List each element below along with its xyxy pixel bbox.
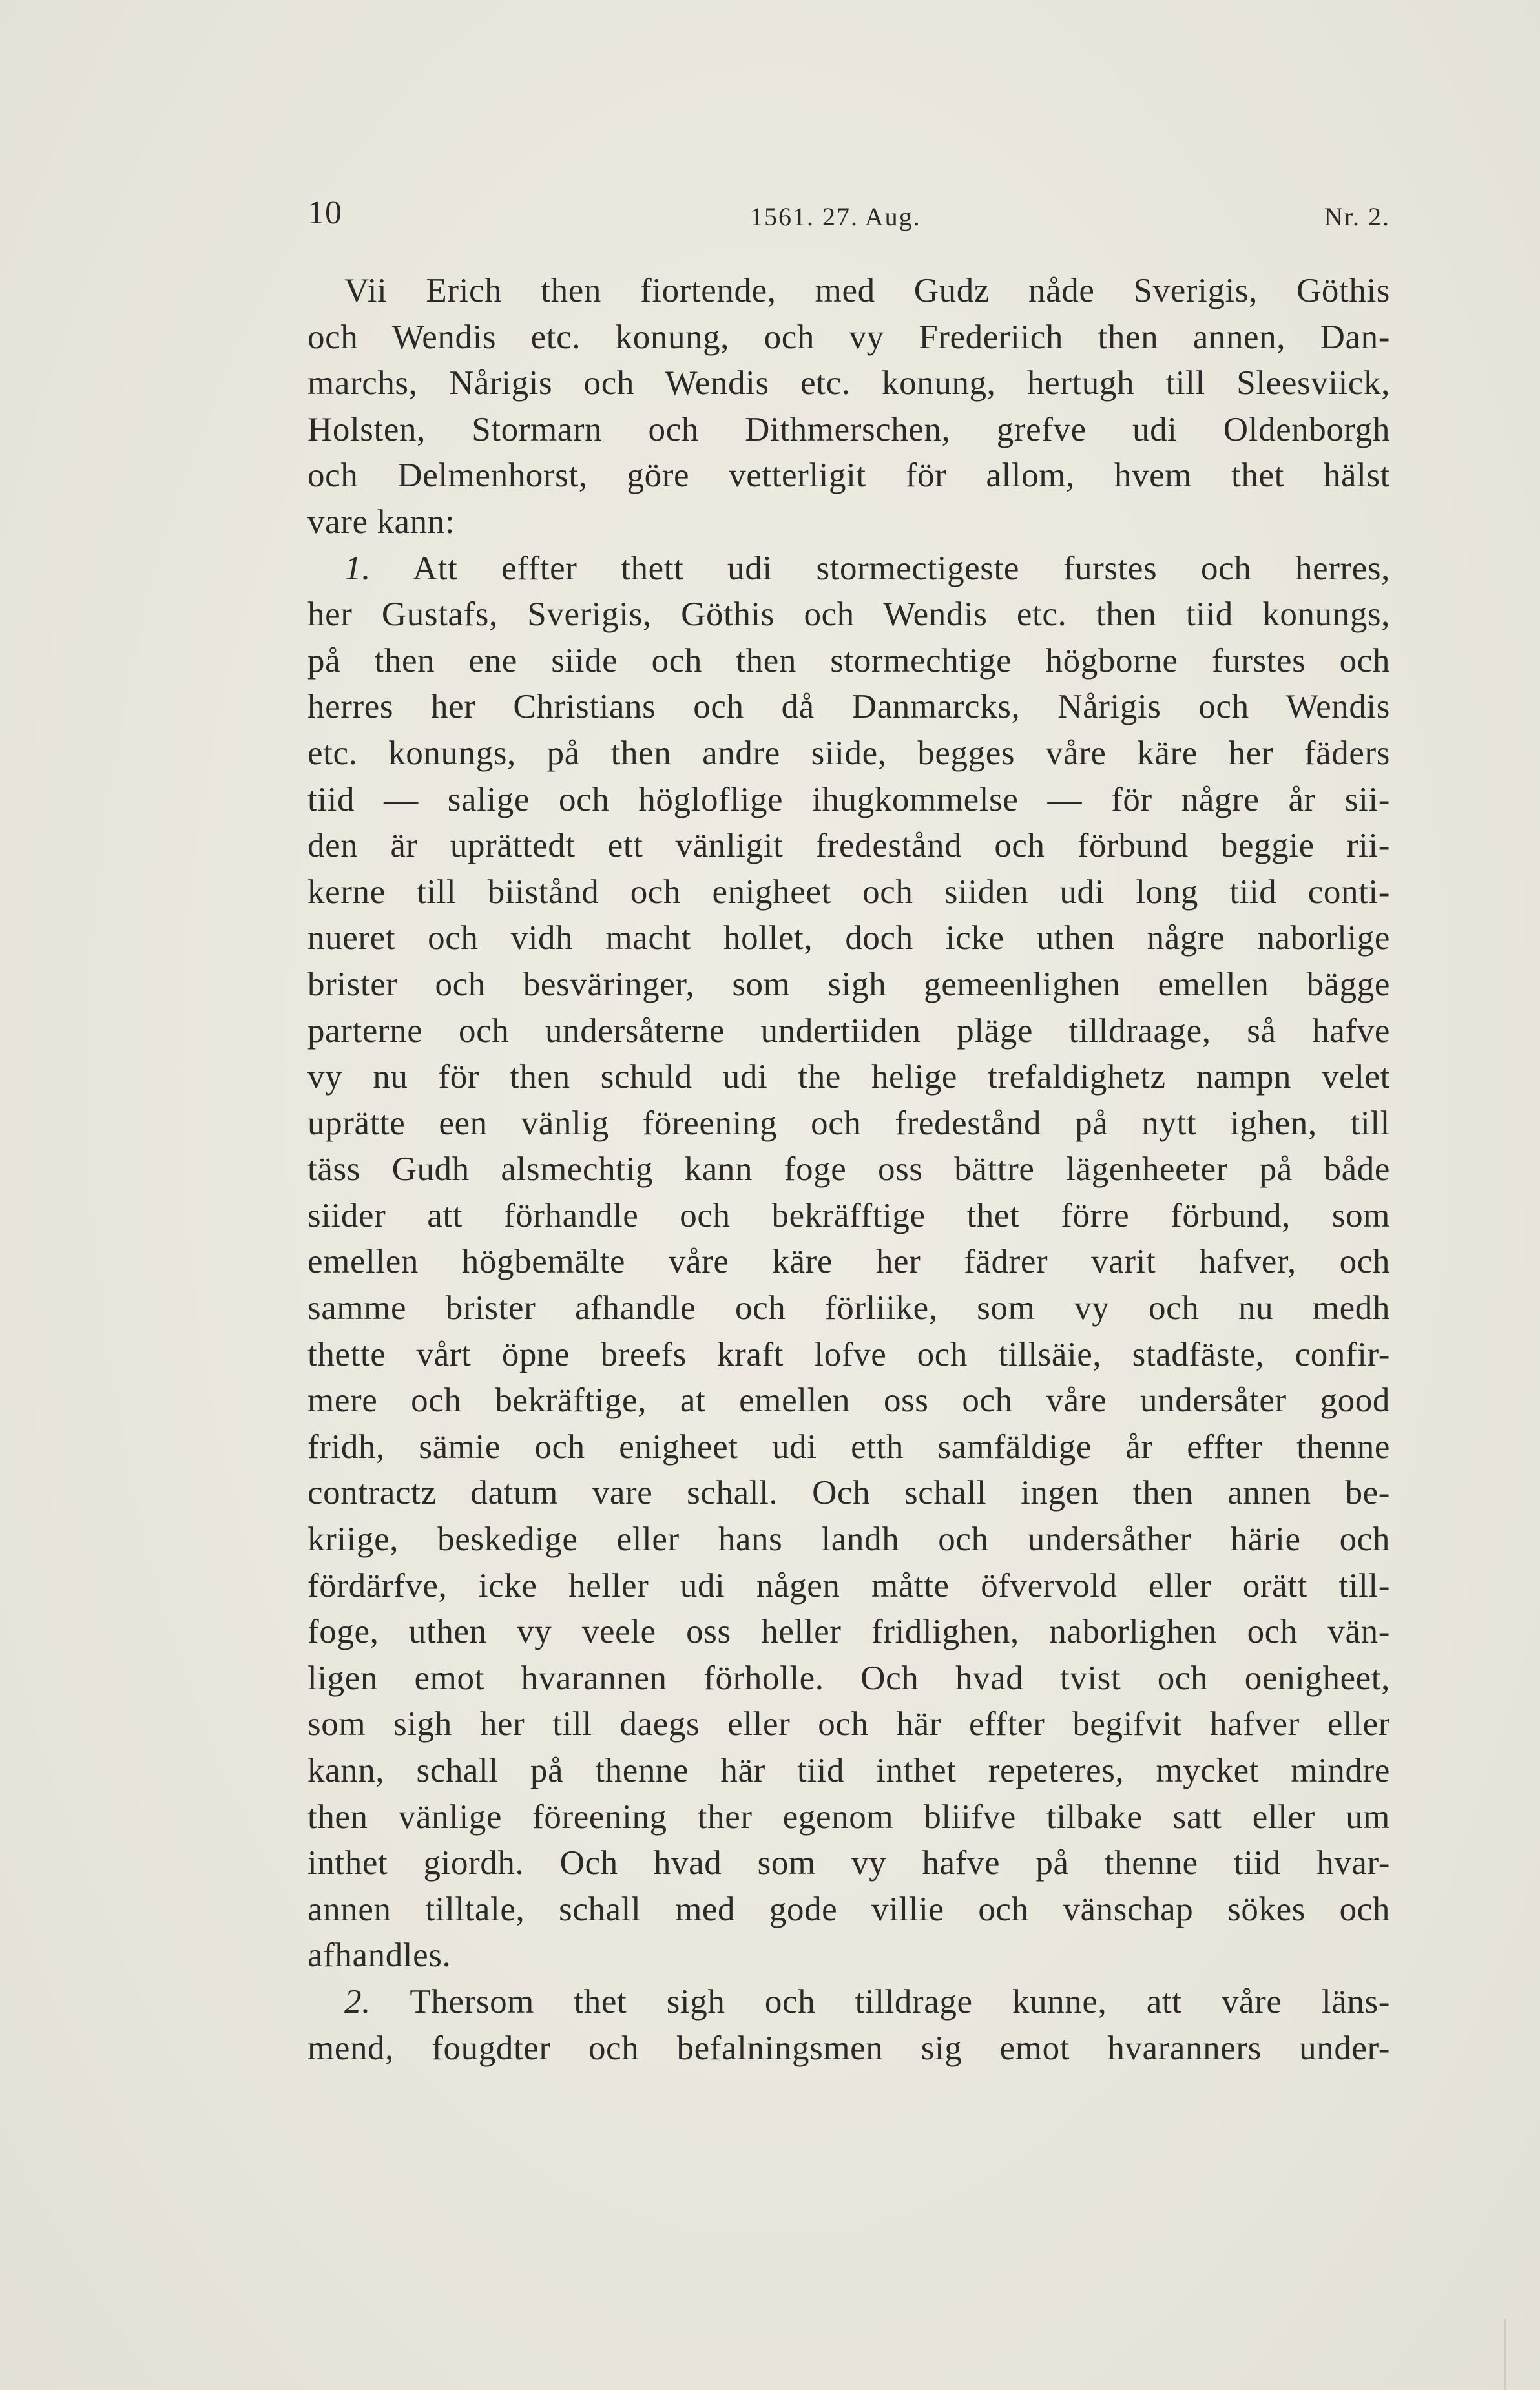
text-line: Holsten, Stormarn och Dithmerschen, grefve udi Oldenborgh xyxy=(307,410,1390,448)
section-line xyxy=(307,1979,1390,2026)
text-line: contractz datum vare schall. Och schall ingen then annen be- xyxy=(307,1474,1390,1512)
text-line: then vänlige föreening ther egenom bliifve tilbake satt eller um xyxy=(307,1798,1390,1836)
text-line: marchs, Nårigis och Wendis etc. konung, hertugh till Sleesviick, xyxy=(307,364,1390,402)
text-line: på then ene siide och then stormechtige högborne furstes och xyxy=(307,641,1390,680)
text-line: thette vårt öpne breefs kraft lofve och tillsäie, stadfäste, confir- xyxy=(307,1335,1390,1373)
text-line: kerne till biistånd och enigheet och siiden udi long tiid conti- xyxy=(307,873,1390,911)
text-line: och Delmenhorst, göre vetterligit för allom, hvem thet hälst xyxy=(307,457,1390,495)
document-number: Nr. 2. xyxy=(1324,202,1390,231)
text-line: Vii Erich then fiortende, med Gudz nåde Sverigis, Göthis xyxy=(344,272,1390,309)
text-line: mere och bekräftige, at emellen oss och våre undersåter good xyxy=(307,1382,1390,1420)
document-date: 1561. 27. Aug. xyxy=(750,202,921,231)
text-line: afhandles. xyxy=(307,1937,452,1975)
text-line: tiid — salige och högloflige ihugkommelse — för någre år sii- xyxy=(307,780,1390,818)
text-line: fridh, sämie och enigheet udi etth samfäldige år effter thenne xyxy=(307,1428,1390,1466)
section-number: 2. xyxy=(344,1982,371,2021)
text-line: vy nu för then schuld udi the helige trefaldighetz nampn velet xyxy=(307,1058,1390,1096)
text-line: fördärfve, icke heller udi någen måtte öfvervold eller orätt till- xyxy=(307,1566,1390,1605)
text-line: inthet giordh. Och hvad som vy hafve på thenne tiid hvar- xyxy=(307,1844,1390,1882)
body-text xyxy=(307,268,1390,2072)
text-line: etc. konungs, på then andre siide, begges våre käre her fäders xyxy=(307,734,1390,772)
text-line: kriige, beskedige eller hans landh och undersåther härie och xyxy=(307,1521,1390,1559)
text-line: emellen högbemälte våre käre her fädrer varit hafver, och xyxy=(307,1243,1390,1281)
text-line: mend, fougdter och befalningsmen sig emot hvaranners under- xyxy=(307,2029,1390,2067)
text-line: Att effter thett udi stormectigeste furstes och herres, xyxy=(412,549,1390,587)
text-line: och Wendis etc. konung, och vy Frederiich then annen, Dan- xyxy=(307,318,1390,356)
text-line: brister och besväringer, som sigh gemeenlighen emellen bägge xyxy=(307,965,1390,1003)
text-line: kann, schall på thenne här tiid inthet repeteres, mycket mindre xyxy=(307,1752,1390,1789)
text-line: Thersom thet sigh och tilldrage kunne, att våre läns- xyxy=(410,1982,1390,2021)
text-line: foge, uthen vy veele oss heller fridlighen, naborlighen och vän- xyxy=(307,1613,1390,1651)
text-line: som sigh her till daegs eller och här effter begifvit hafver eller xyxy=(307,1705,1390,1743)
text-line: vare kann: xyxy=(307,503,455,541)
text-line: parterne och undersåterne undertiiden pläge tilldraage, så hafve xyxy=(307,1012,1390,1050)
text-line: täss Gudh alsmechtig kann foge oss bättre lägenheeter på både xyxy=(307,1150,1390,1189)
text-line: ligen emot hvarannen förholle. Och hvad tvist och oenigheet, xyxy=(307,1659,1390,1697)
text-line: den är uprättedt ett vänligit fredestånd och förbund beggie rii- xyxy=(307,827,1390,865)
text-line: siider att förhandle och bekräfftige thet förre förbund, som xyxy=(307,1196,1390,1234)
section-line xyxy=(307,546,1390,592)
text-line: samme brister afhandle och förliike, som vy och nu medh xyxy=(307,1289,1390,1327)
section-number: 1. xyxy=(344,549,371,587)
text-line: uprätte een vänlig föreening och fredestånd på nytt ighen, till xyxy=(307,1104,1390,1142)
text-line: nueret och vidh macht hollet, doch icke uthen någre naborlige xyxy=(307,919,1390,957)
page-number: 10 xyxy=(307,194,342,231)
text-line: annen tilltale, schall med gode villie och vänschap sökes och xyxy=(307,1890,1390,1928)
text-line: her Gustafs, Sverigis, Göthis och Wendis etc. then tiid konungs, xyxy=(307,596,1390,634)
page-header xyxy=(307,194,1390,239)
text-line: herres her Christians och då Danmarcks, Nårigis och Wendis xyxy=(307,688,1390,726)
page-edge-mark xyxy=(1504,2319,1506,2390)
